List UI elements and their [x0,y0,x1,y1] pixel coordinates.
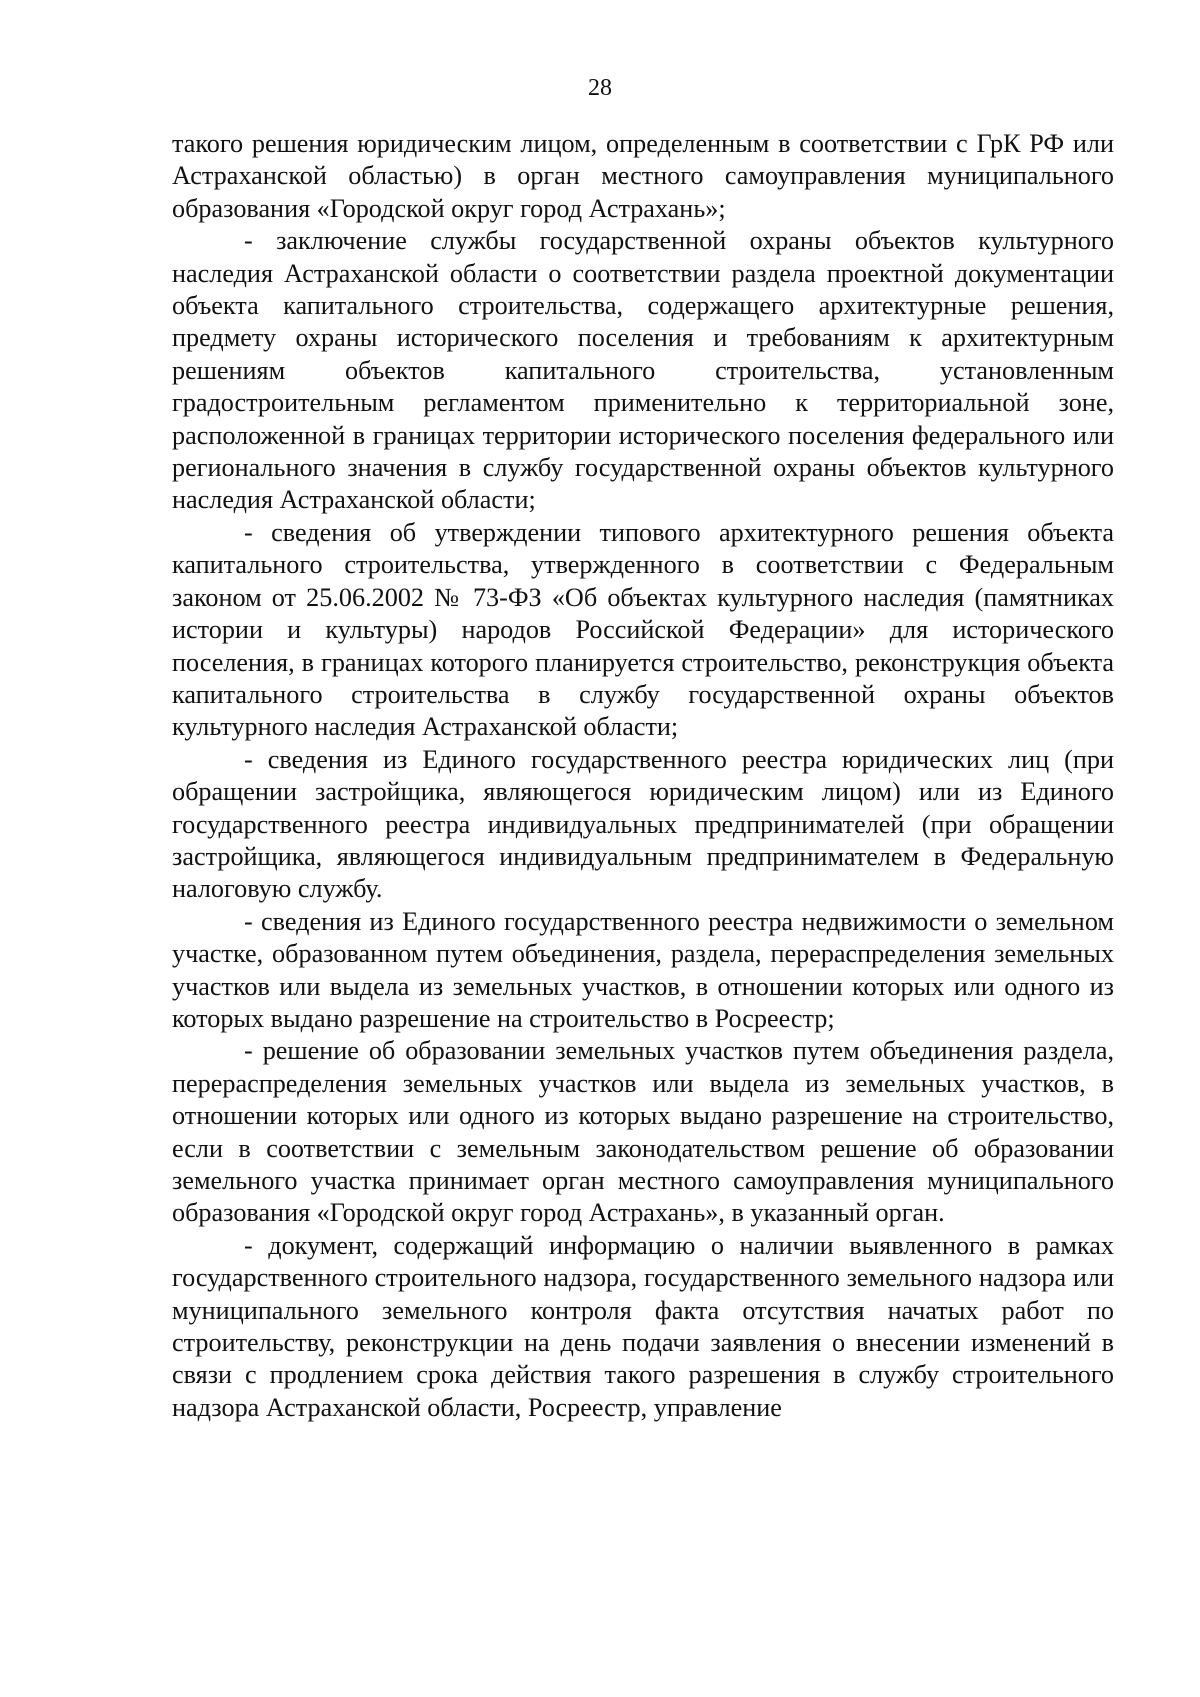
page-number: 28 [588,75,612,101]
paragraph-land-decision: - решение об образовании земельных участков путем объединения раздела, перераспределения земельных участков или выдела из земельных участков, в отношении которых или одного из которых выдано разрешение на строительство, если в соответствии с земельным законодательством решение об образовании земельного участка принимает орган местного самоуправления муниципального образования «Городской округ город Астрахань», в указанный орган. [172,1036,1114,1228]
document-body [172,128,1114,1424]
paragraph-egrul-egrip: - сведения из Единого государственного реестра юридических лиц (при обращении застройщика, являющегося юридическим лицом) или из Единого государственного реестра индивидуальных предпринимателей (при обращении застройщика, являющегося индивидуальным предпринимателем в Федеральную налоговую службу. [172,744,1114,904]
paragraph-heritage-conclusion: - заключение службы государственной охраны объектов культурного наследия Астраханской области о соответствии раздела проектной документации объекта капитального строительства, содержащего архитектурные решения, предмету охраны исторического поселения и требованиям к архитектурным решениям объектов капитального строительства, установленным градостроительным регламентом применительно к территориальной зоне, расположенной в границах территории исторического поселения федерального или регионального значения в службу государственной охраны объектов культурного наследия Астраханской области; [172,226,1114,515]
paragraph-supervision-document: - документ, содержащий информацию о наличии выявленного в рамках государственного строительного надзора, государственного земельного надзора или муниципального земельного контроля факта отсутствия начатых работ по строительству, реконструкции на день подачи заявления о внесении изменений в связи с продлением срока действия такого разрешения в службу строительного надзора Астраханской области, Росреестр, управление [172,1230,1114,1422]
paragraph-continuation: такого решения юридическим лицом, определенным в соответствии с ГрК РФ или Астраханской областью) в орган местного самоуправления муниципального образования «Городской округ город Астрахань»; [172,129,1114,223]
paragraph-typical-solution: - сведения об утверждении типового архитектурного решения объекта капитального строительства, утвержденного в соответствии с Федеральным законом от 25.06.2002 № 73-ФЗ «Об объектах культурного наследия (памятниках истории и культуры) народов Российской Федерации» для исторического поселения, в границах которого планируется строительство, реконструкция объекта капитального строительства в службу государственной охраны объектов культурного наследия Астраханской области; [172,517,1114,742]
paragraph-egrn: - сведения из Единого государственного реестра недвижимости о земельном участке, образованном путем объединения, раздела, перераспределения земельных участков или выдела из земельных участков, в отношении которых или одного из которых выдано разрешение на строительство в Росреестр; [172,906,1114,1033]
